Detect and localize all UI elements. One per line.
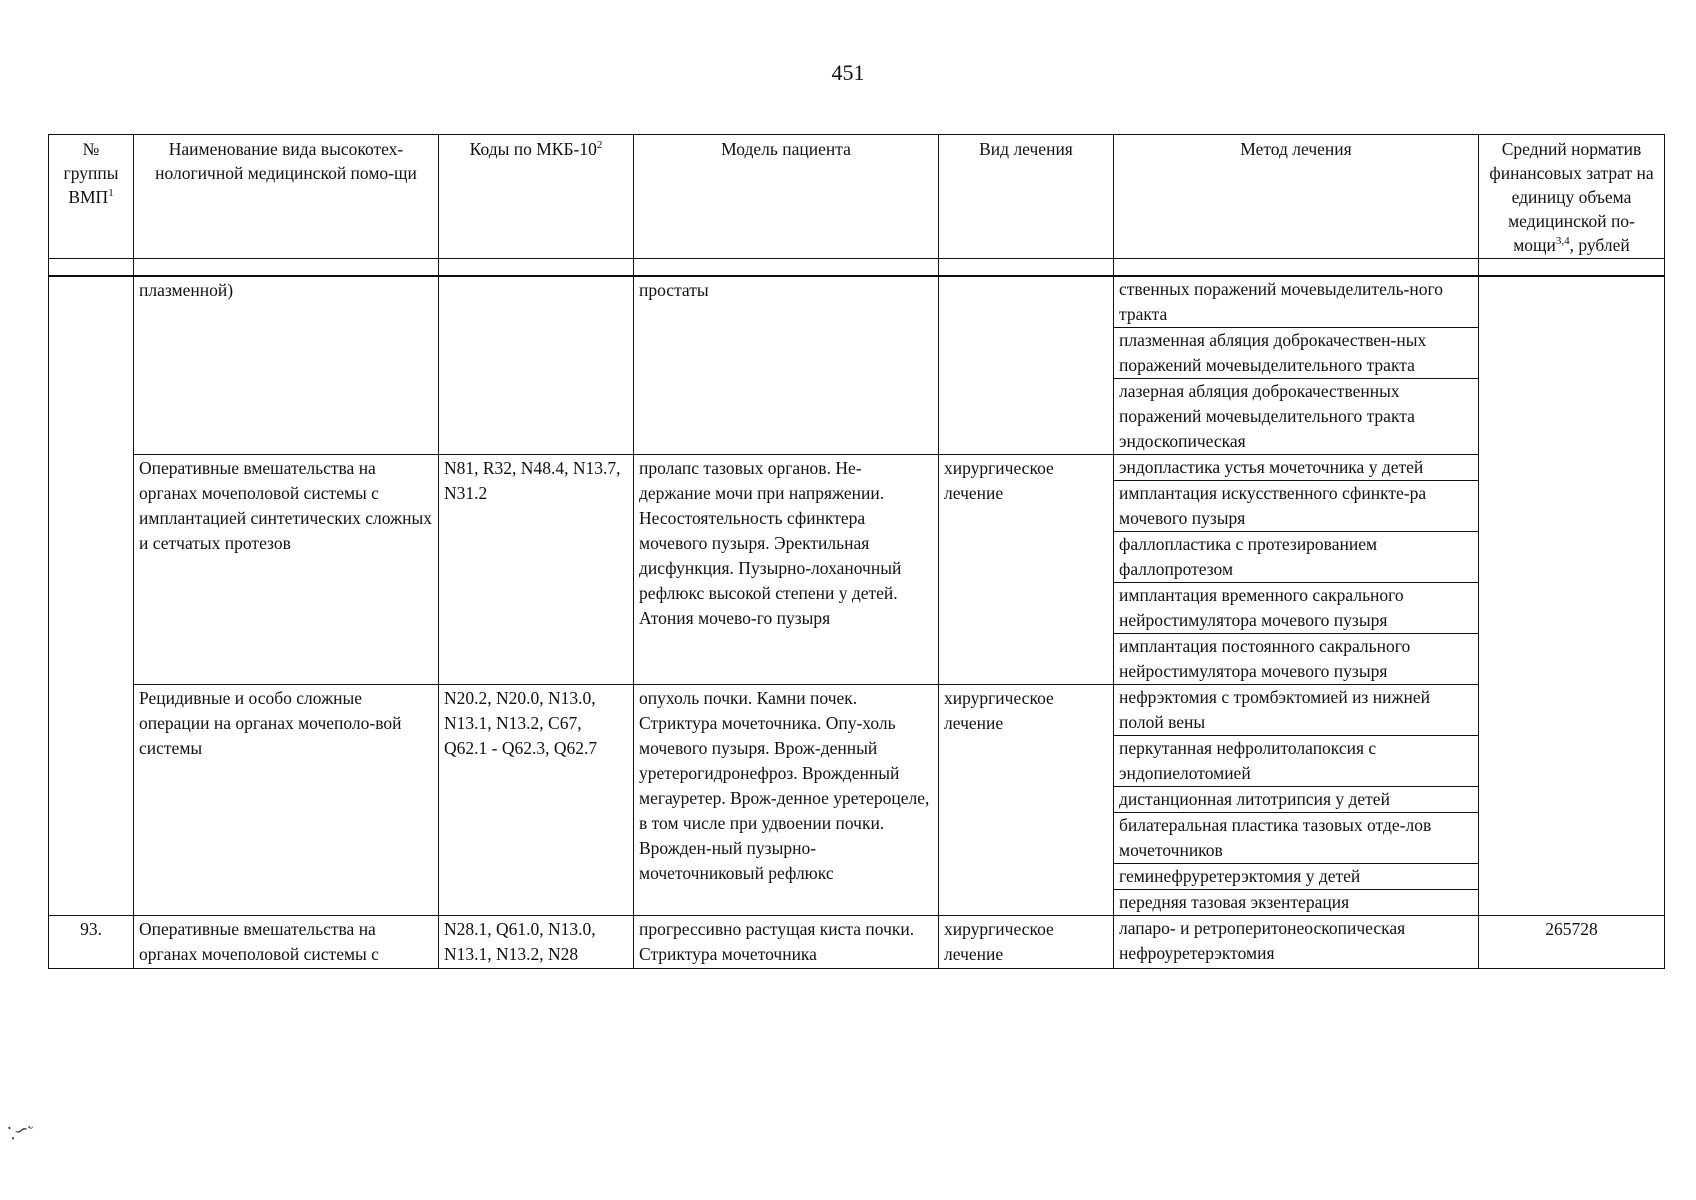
treatment-methods [1114,916,1479,969]
method-item: передняя тазовая экзентерация [1119,892,1350,912]
care-type: Оперативные вмешательства на органах мочеполовой системы с [134,916,439,969]
method-item: билатеральная пластика тазовых отде-лов мочеточников [1114,813,1478,864]
method-item: дистанционная литотрипсия у детей [1114,787,1478,813]
care-type: Рецидивные и особо сложные операции на органах мочеполо-вой системы [134,685,439,916]
table-row [49,916,1665,969]
table-row [49,276,1665,455]
group-number [49,685,134,916]
header-treatment-method: Метод лечения [1114,135,1479,259]
method-item: перкутанная нефролитолапоксия с эндопиелотомией [1114,736,1478,787]
group-number [49,455,134,685]
method-item: ственных поражений мочевыделитель-ного тракта [1114,277,1478,328]
table-row [49,455,1665,685]
icd-codes [439,276,634,455]
method-item: имплантация временного сакрального нейростимулятора мочевого пузыря [1114,583,1478,634]
handwritten-mark: ⁚∽˞ [5,1116,38,1145]
header-group-number: № группы ВМП$^1$ [49,135,134,259]
group-number [49,276,134,455]
vmp-table [48,134,1665,969]
header-cost-norm: Средний норматив финансовых затрат на единицу объема медицинской по-мощи$^{3,4}$, рублей [1479,135,1665,259]
page-number: 451 [831,60,865,85]
treatment-type: хирургическое лечение [939,685,1114,916]
treatment-methods [1114,455,1479,685]
care-type: плазменной) [134,276,439,455]
method-item: лапаро- и ретроперитонеоскопическая нефроуретерэктомия [1119,918,1406,963]
header-row [49,135,1665,259]
header-spacer-row [49,259,1665,277]
treatment-type: хирургическое лечение [939,455,1114,685]
treatment-methods [1114,685,1479,916]
treatment-methods [1114,276,1479,455]
treatment-type: хирургическое лечение [939,916,1114,969]
header-patient-model: Модель пациента [634,135,939,259]
method-item: плазменная абляция доброкачествен-ных поражений мочевыделительного тракта [1114,328,1478,379]
patient-model: простаты [634,276,939,455]
method-item: имплантация искусственного сфинкте-ра мочевого пузыря [1114,481,1478,532]
method-item: имплантация постоянного сакрального нейростимулятора мочевого пузыря [1119,636,1411,681]
patient-model: пролапс тазовых органов. Не-держание мочи при напряжении. Несостоятельность сфинктера мочевого пузыря. Эректильная дисфункция. Пузырно-лоханочный рефлюкс высокой степени у детей. Атония мочево-го пузыря [634,455,939,685]
header-care-type: Наименование вида высокотех-нологичной медицинской помо-щи [134,135,439,259]
treatment-type [939,276,1114,455]
method-item: эндопластика устья мочеточника у детей [1114,455,1478,481]
table-row [49,685,1665,916]
icd-codes: N20.2, N20.0, N13.0, N13.1, N13.2, C67, Q62.1 - Q62.3, Q62.7 [439,685,634,916]
patient-model: прогрессивно растущая киста почки. Стриктура мочеточника [634,916,939,969]
patient-model: опухоль почки. Камни почек. Стриктура мочеточника. Опу-холь мочевого пузыря. Врож-денный уретерогидронефроз. Врожденный мегауретер. Врож-денное уретероцеле, в том числе при удвоении почки. Врожден-ный пузырно-мочеточниковый рефлюкс [634,685,939,916]
care-type: Оперативные вмешательства на органах мочеполовой системы с имплантацией синтетических сложных и сетчатых протезов [134,455,439,685]
icd-codes: N28.1, Q61.0, N13.0, N13.1, N13.2, N28 [439,916,634,969]
method-item: фаллопластика с протезированием фаллопротезом [1114,532,1478,583]
header-treatment-type: Вид лечения [939,135,1114,259]
header-icd-codes: Коды по МКБ-$10^2$ [439,135,634,259]
group-number: 93. [49,916,134,969]
cost-norm [1479,276,1665,916]
method-item: лазерная абляция доброкачественных поражений мочевыделительного тракта эндоскопическая [1119,381,1415,451]
method-item: геминефруретерэктомия у детей [1114,864,1478,890]
method-item: нефрэктомия с тромбэктомией из нижней полой вены [1114,685,1478,736]
cost-norm: 265728 [1479,916,1665,969]
icd-codes: N81, R32, N48.4, N13.7, N31.2 [439,455,634,685]
